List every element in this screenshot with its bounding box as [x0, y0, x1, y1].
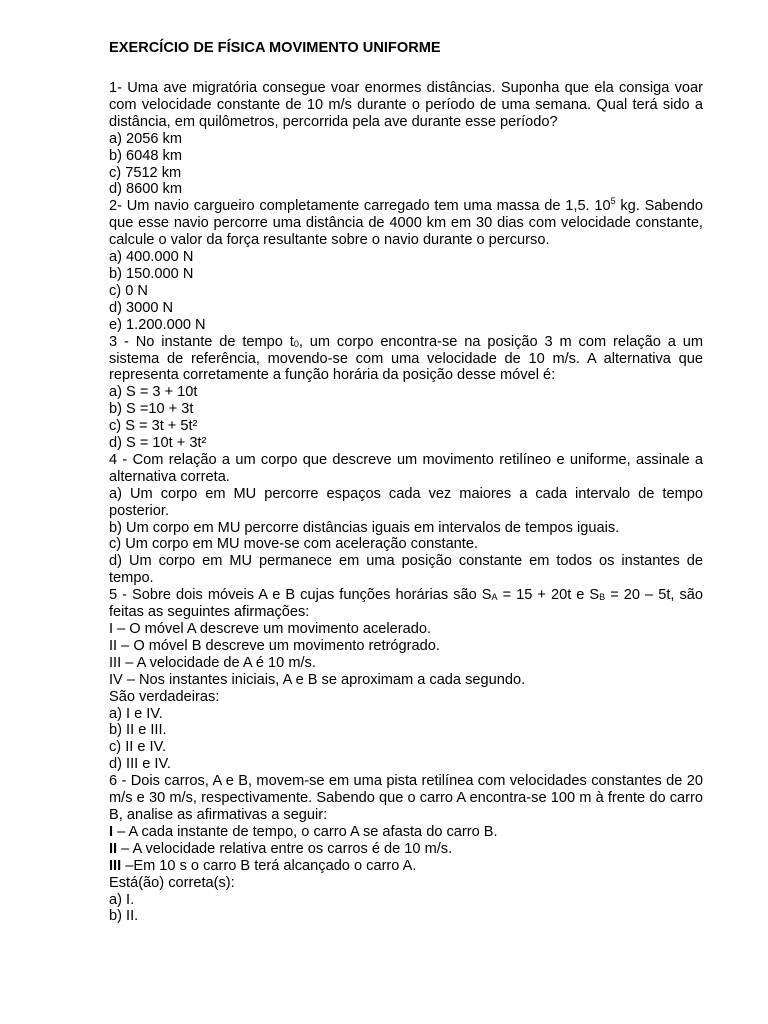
question-1 — [109, 80, 703, 198]
question-6-statement-1-num: I — [109, 823, 114, 840]
question-2-option-d: d) 3000 N — [109, 299, 174, 316]
question-4-option-a: a) Um corpo em MU percorre espaços cada vez maiores a cada intervalo de tempo posterior. — [109, 485, 703, 519]
question-3-option-c: c) S = 3t + 5t² — [109, 418, 198, 435]
question-1-stem: 1- Uma ave migratória consegue voar enormes distâncias. Suponha que ela consiga voar com velocidade constante de 10 m/s durante o período de uma semana. Qual terá sido a distância, em quilômetros, percorrida pela ave durante esse período? — [109, 80, 703, 130]
question-3-stem — [109, 334, 703, 385]
question-4-stem: 4 - Com relação a um corpo que descreve um movimento retilíneo e uniforme, assinale a alternativa correta. — [109, 451, 703, 485]
question-6-statement-2-num: II — [109, 840, 118, 857]
question-3-stem-part-b: , um corpo encontra-se na posição 3 m com relação a um sistema de referência, movendo-se com uma velocidade de 10 m/s. A alternativa que representa corretamente a função horária da posição desse móvel é: — [109, 333, 703, 384]
question-4-option-d: d) Um corpo em MU permanece em uma posição constante em todos os instantes de tempo. — [109, 553, 703, 587]
question-5-statement-1: I – O móvel A descreve um movimento acelerado. — [109, 621, 432, 637]
question-6-option-b: b) II. — [109, 908, 139, 925]
question-6-statement-3-num: III — [109, 857, 122, 874]
question-6-statement-3-text: –Em 10 s o carro B terá alcançado o carro A. — [121, 857, 417, 874]
question-3-subscript: 0 — [293, 338, 299, 349]
question-5-stem — [109, 587, 703, 621]
question-4-option-c: c) Um corpo em MU move-se com aceleração constante. — [109, 536, 479, 553]
question-5-statement-3: III – A velocidade de A é 10 m/s. — [109, 654, 316, 671]
question-5-prompt: São verdadeiras: — [109, 688, 220, 705]
question-1-option-c: c) 7512 km — [109, 164, 182, 181]
question-6-statement-2 — [109, 841, 703, 858]
question-6-stem: 6 - Dois carros, A e B, movem-se em uma pista retilínea com velocidades constantes de 20 m/s e 30 m/s, respectivamente. Sabendo que o carro A encontra-se 100 m à frente do carro B, analise as afirmativas a seguir: — [109, 773, 703, 823]
document-title: EXERCÍCIO DE FÍSICA MOVIMENTO UNIFORME — [109, 40, 441, 56]
question-1-option-d: d) 8600 km — [109, 181, 183, 198]
question-1-option-a: a) 2056 km — [109, 130, 183, 147]
question-5-stem-part-c: = 20 – 5t, são feitas as seguintes afirmações: — [109, 587, 703, 621]
question-3-stem-part-a: 3 - No instante de tempo t — [109, 333, 294, 350]
question-6-prompt: Está(ão) correta(s): — [109, 874, 235, 891]
question-5-statement-2: II – O móvel B descreve um movimento retrógrado. — [109, 637, 440, 654]
question-5-option-c: c) II e IV. — [109, 739, 167, 756]
question-4-option-b: b) Um corpo em MU percorre distâncias iguais em intervalos de tempos iguais. — [109, 519, 620, 536]
question-3-option-b: b) S =10 + 3t — [109, 401, 194, 418]
question-5-stem-part-b: = 15 + 20t e S — [497, 587, 600, 604]
document-page — [109, 40, 703, 925]
question-2-exponent: 5 — [610, 196, 616, 207]
question-2-stem-part-a: 2- Um navio cargueiro completamente carregado tem uma massa de 1,5. 10 — [109, 198, 611, 215]
question-5-stem-part-a: 5 - Sobre dois móveis A e B cujas funções horárias são S — [109, 587, 492, 604]
question-5-subscript-b: B — [599, 592, 606, 603]
question-2-stem — [109, 198, 703, 249]
question-2-option-e: e) 1.200.000 N — [109, 316, 206, 333]
question-6 — [109, 773, 703, 925]
question-5-subscript-a: A — [491, 592, 498, 603]
question-6-statement-1-text: – A cada instante de tempo, o carro A se afasta do carro B. — [113, 823, 498, 840]
question-5-option-b: b) II e III. — [109, 722, 167, 739]
question-6-statement-2-text: – A velocidade relativa entre os carros é de 10 m/s. — [117, 840, 453, 857]
question-5-option-a: a) I e IV. — [109, 705, 163, 722]
question-1-option-b: b) 6048 km — [109, 147, 183, 164]
question-3-option-d: d) S = 10t + 3t² — [109, 435, 207, 452]
question-2-stem-part-b: kg. Sabendo que esse navio percorre uma distância de 4000 km em 30 dias com velocidade constante, calcule o valor da força resultante sobre o navio durante o percurso. — [109, 198, 703, 249]
question-4 — [109, 452, 703, 587]
question-6-statement-3 — [109, 858, 703, 875]
question-2 — [109, 198, 703, 333]
question-2-option-a: a) 400.000 N — [109, 249, 194, 266]
question-3-option-a: a) S = 3 + 10t — [109, 384, 198, 401]
question-3 — [109, 334, 703, 452]
question-5-option-d: d) III e IV. — [109, 756, 171, 773]
question-6-statement-1 — [109, 824, 703, 841]
question-2-option-c: c) 0 N — [109, 282, 148, 299]
question-6-option-a: a) I. — [109, 891, 135, 908]
question-2-option-b: b) 150.000 N — [109, 265, 194, 282]
question-5-statement-4: IV – Nos instantes iniciais, A e B se aproximam a cada segundo. — [109, 671, 526, 688]
question-5 — [109, 587, 703, 773]
